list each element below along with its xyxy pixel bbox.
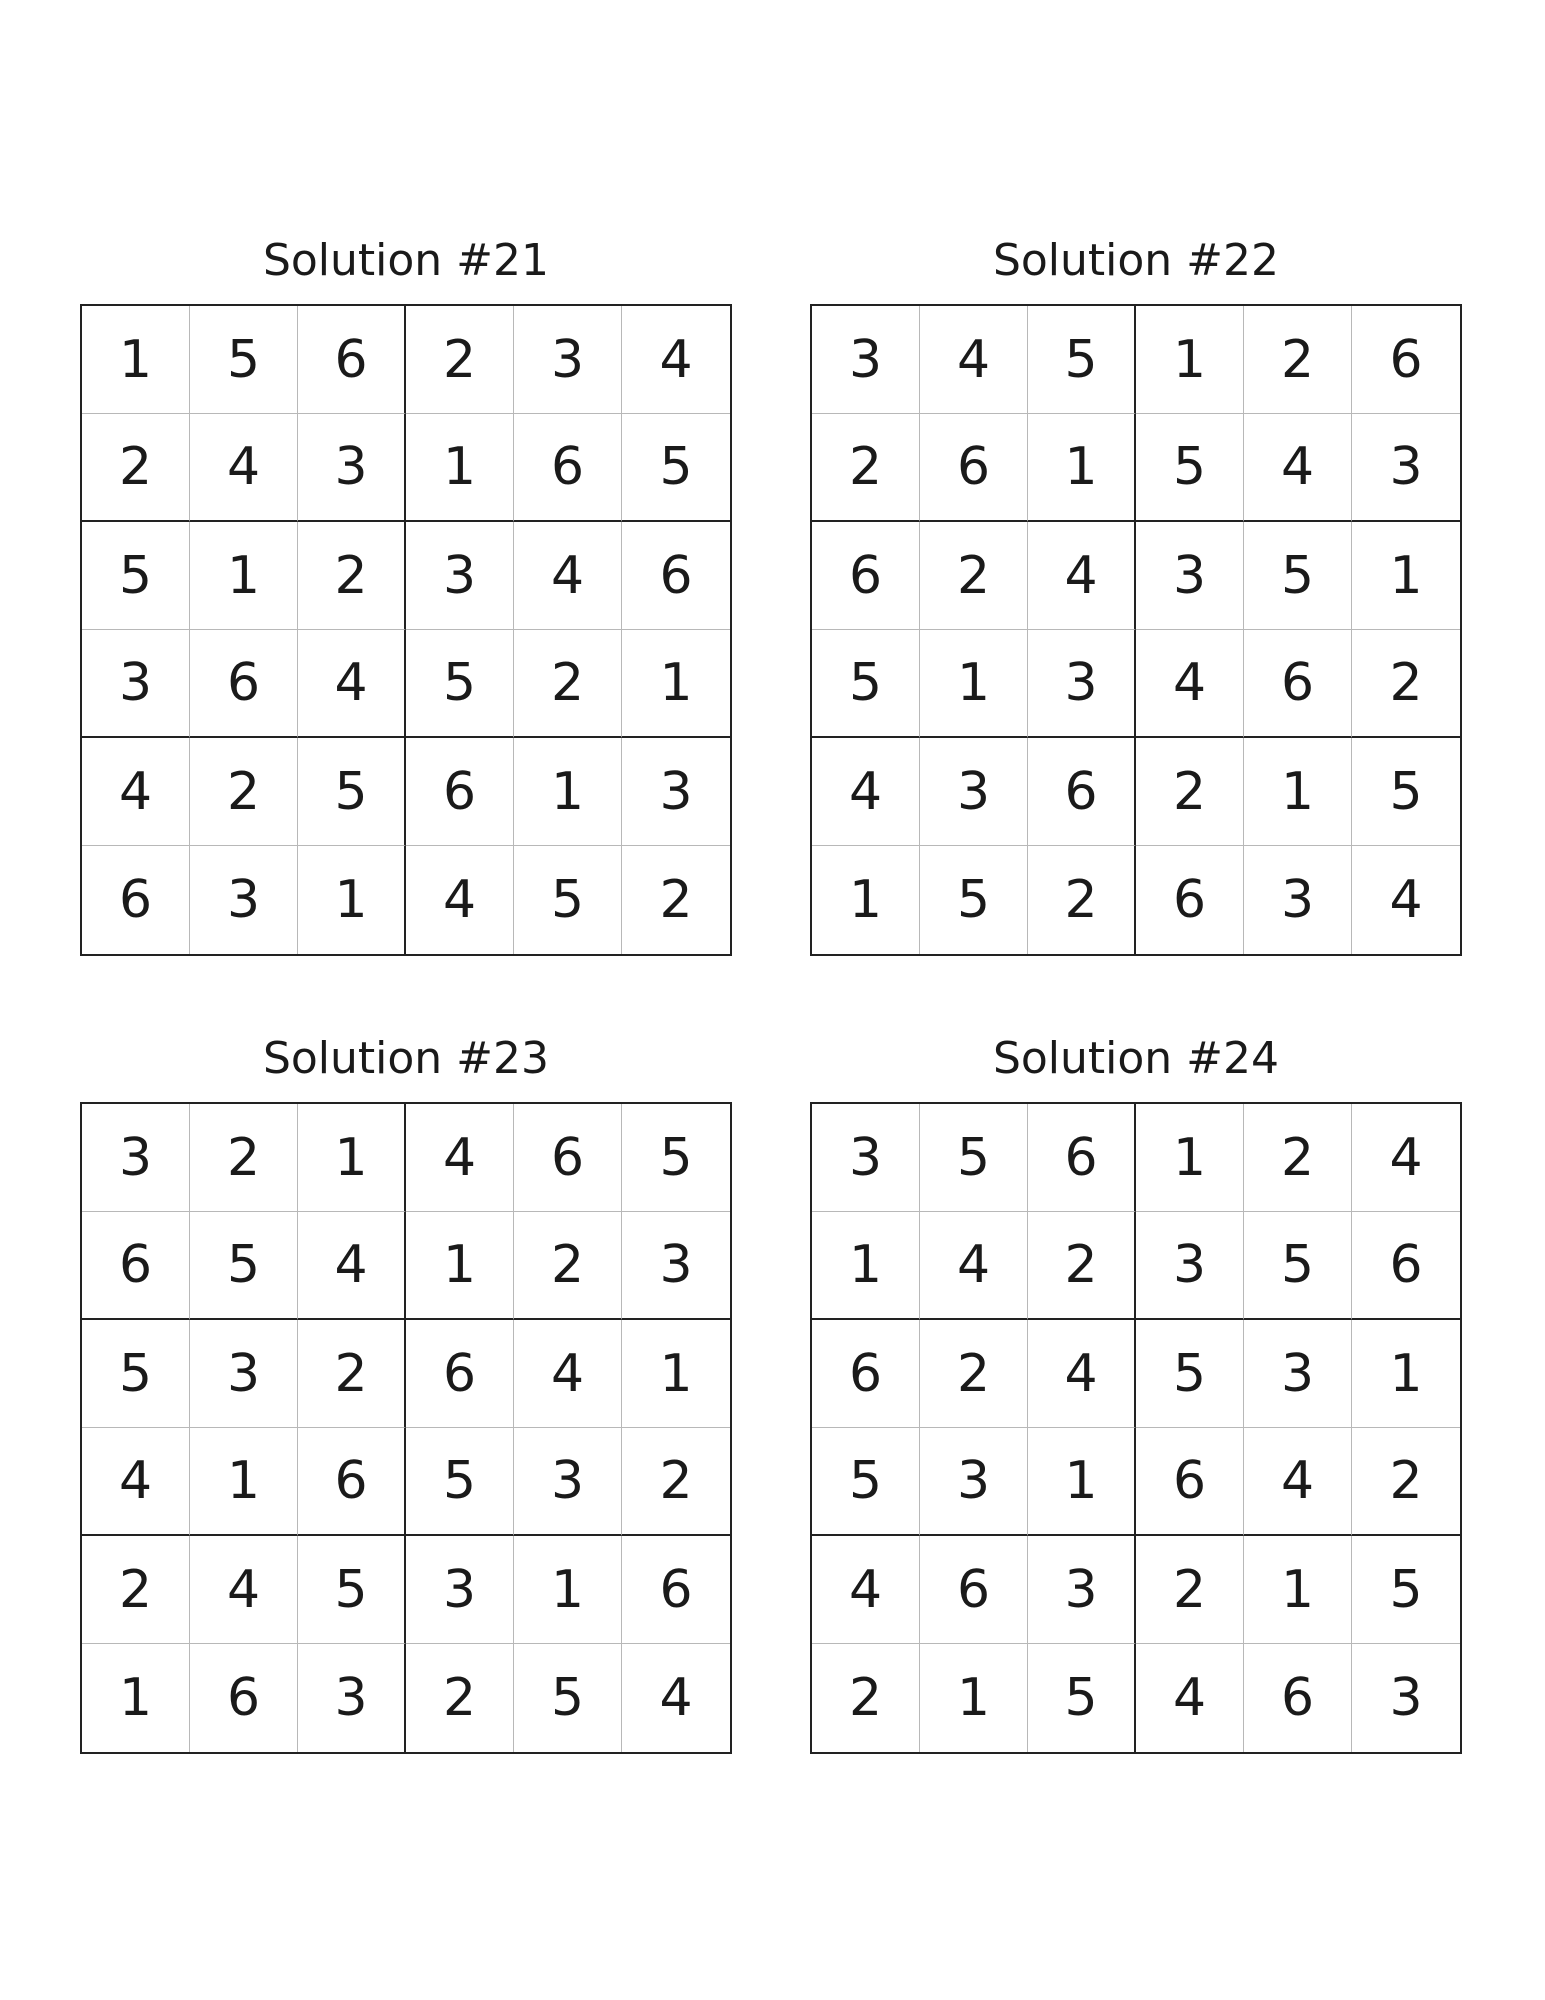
- grid-cell: 2: [298, 1320, 406, 1428]
- grid-cell: 6: [1352, 306, 1460, 414]
- grid-cell: 5: [1352, 738, 1460, 846]
- grid-cell: 2: [82, 1536, 190, 1644]
- sudoku-grid: [80, 1102, 732, 1754]
- grid-cell: 5: [190, 306, 298, 414]
- grid-cell: 4: [82, 738, 190, 846]
- grid-cell: 3: [920, 738, 1028, 846]
- grid-cell: 2: [190, 1104, 298, 1212]
- grid-cell: 2: [1244, 306, 1352, 414]
- grid-cell: 3: [812, 1104, 920, 1212]
- grid-cell: 3: [298, 1644, 406, 1752]
- sudoku-grid: [80, 304, 732, 956]
- grid-cell: 6: [298, 306, 406, 414]
- grid-cell: 5: [406, 630, 514, 738]
- grid-cell: 3: [1352, 414, 1460, 522]
- grid-cell: 4: [514, 522, 622, 630]
- grid-cell: 6: [406, 738, 514, 846]
- grid-cell: 3: [1136, 522, 1244, 630]
- grid-cell: 6: [190, 630, 298, 738]
- grid-cell: 1: [82, 306, 190, 414]
- grid-cell: 2: [1028, 846, 1136, 954]
- grid-cell: 6: [1352, 1212, 1460, 1320]
- grid-cell: 1: [514, 738, 622, 846]
- grid-cell: 6: [622, 522, 730, 630]
- grid-cell: 1: [298, 846, 406, 954]
- grid-cell: 4: [406, 846, 514, 954]
- grid-cell: 5: [514, 1644, 622, 1752]
- grid-cell: 6: [1244, 1644, 1352, 1752]
- grid-cell: 4: [514, 1320, 622, 1428]
- grid-cell: 6: [812, 1320, 920, 1428]
- grid-cell: 2: [1136, 738, 1244, 846]
- grid-cell: 6: [298, 1428, 406, 1536]
- grid-cell: 6: [1028, 738, 1136, 846]
- grid-cell: 3: [812, 306, 920, 414]
- grid-cell: 5: [1028, 1644, 1136, 1752]
- grid-cell: 5: [82, 522, 190, 630]
- grid-cell: 2: [659, 870, 693, 930]
- grid-cell: 2: [812, 414, 920, 522]
- grid-cell: 6: [920, 1536, 1028, 1644]
- puzzle-title: Solution #21: [262, 235, 550, 286]
- grid-cell: 3: [1028, 1536, 1136, 1644]
- sudoku-grid: [810, 1102, 1462, 1754]
- grid-cell: 1: [1244, 1536, 1352, 1644]
- grid-cell: 1: [622, 630, 730, 738]
- grid-cell: 4: [1136, 630, 1244, 738]
- grid-cell: 4: [1028, 522, 1136, 630]
- grid-cell: 1: [406, 1212, 514, 1320]
- grid-cell: 4: [920, 1212, 1028, 1320]
- grid-cell: 5: [622, 414, 730, 522]
- grid-cell: 6: [1136, 1428, 1244, 1536]
- grid-cell: 2: [82, 414, 190, 522]
- grid-cell: 3: [406, 522, 514, 630]
- grid-cell: 3: [190, 846, 298, 954]
- grid-cell: 1: [1244, 738, 1352, 846]
- grid-cell: 2: [514, 630, 622, 738]
- grid-cell: 4: [190, 1536, 298, 1644]
- puzzle-title: Solution #22: [992, 235, 1280, 286]
- grid-cell: 4: [1389, 870, 1423, 930]
- grid-cell: 1: [1028, 414, 1136, 522]
- grid-cell: 2: [1244, 1104, 1352, 1212]
- grid-cell: 3: [1244, 1320, 1352, 1428]
- grid-cell: 5: [1352, 1536, 1460, 1644]
- grid-cell: 2: [190, 738, 298, 846]
- grid-cell: 5: [1244, 1212, 1352, 1320]
- grid-cell: 1: [190, 522, 298, 630]
- grid-cell: 1: [920, 630, 1028, 738]
- grid-cell: 2: [1352, 630, 1460, 738]
- grid-cell: 4: [298, 630, 406, 738]
- grid-cell: 6: [190, 1644, 298, 1752]
- grid-cell: 5: [812, 630, 920, 738]
- grid-cell: 5: [622, 1104, 730, 1212]
- grid-cell: 6: [1136, 846, 1244, 954]
- grid-cell: 2: [406, 1644, 514, 1752]
- grid-cell: 4: [1136, 1644, 1244, 1752]
- grid-cell: 1: [1136, 306, 1244, 414]
- grid-cell: 1: [812, 846, 920, 954]
- grid-cell: 6: [920, 414, 1028, 522]
- grid-cell: 1: [298, 1104, 406, 1212]
- grid-cell: 4: [298, 1212, 406, 1320]
- grid-cell: 3: [406, 1536, 514, 1644]
- grid-cell: 4: [812, 1536, 920, 1644]
- grid-cell: 5: [812, 1428, 920, 1536]
- grid-cell: 6: [812, 522, 920, 630]
- grid-cell: 4: [190, 414, 298, 522]
- grid-cell: 2: [622, 1428, 730, 1536]
- grid-cell: 4: [622, 306, 730, 414]
- sudoku-grid: [810, 304, 1462, 956]
- grid-cell: 4: [659, 1668, 693, 1728]
- grid-cell: 5: [190, 1212, 298, 1320]
- grid-cell: 4: [1244, 1428, 1352, 1536]
- grid-cell: 3: [82, 630, 190, 738]
- grid-cell: 3: [622, 738, 730, 846]
- grid-cell: 6: [406, 1320, 514, 1428]
- grid-cell: 6: [622, 1536, 730, 1644]
- grid-cell: 3: [190, 1320, 298, 1428]
- grid-cell: 2: [406, 306, 514, 414]
- grid-cell: 4: [812, 738, 920, 846]
- grid-cell: 1: [406, 414, 514, 522]
- grid-cell: 1: [1352, 522, 1460, 630]
- grid-cell: 5: [298, 1536, 406, 1644]
- grid-cell: 5: [1136, 414, 1244, 522]
- grid-cell: 4: [1352, 1104, 1460, 1212]
- grid-cell: 4: [1028, 1320, 1136, 1428]
- grid-cell: 2: [812, 1644, 920, 1752]
- grid-cell: 1: [82, 1644, 190, 1752]
- grid-cell: 1: [1028, 1428, 1136, 1536]
- grid-cell: 1: [514, 1536, 622, 1644]
- grid-cell: 2: [298, 522, 406, 630]
- grid-cell: 2: [514, 1212, 622, 1320]
- grid-cell: 6: [1028, 1104, 1136, 1212]
- grid-cell: 6: [514, 1104, 622, 1212]
- grid-cell: 1: [190, 1428, 298, 1536]
- grid-cell: 1: [1352, 1320, 1460, 1428]
- grid-cell: 5: [920, 1104, 1028, 1212]
- grid-cell: 3: [514, 306, 622, 414]
- grid-cell: 4: [920, 306, 1028, 414]
- puzzle-title: Solution #23: [262, 1033, 550, 1084]
- grid-cell: 4: [1244, 414, 1352, 522]
- grid-cell: 6: [82, 846, 190, 954]
- grid-cell: 5: [1136, 1320, 1244, 1428]
- grid-cell: 5: [1028, 306, 1136, 414]
- grid-cell: 3: [1389, 1668, 1423, 1728]
- grid-cell: 4: [82, 1428, 190, 1536]
- grid-cell: 2: [1352, 1428, 1460, 1536]
- grid-cell: 1: [1136, 1104, 1244, 1212]
- grid-cell: 5: [298, 738, 406, 846]
- grid-cell: 5: [406, 1428, 514, 1536]
- grid-cell: 6: [82, 1212, 190, 1320]
- grid-cell: 2: [1028, 1212, 1136, 1320]
- grid-cell: 3: [622, 1212, 730, 1320]
- puzzle-title: Solution #24: [992, 1033, 1280, 1084]
- grid-cell: 3: [82, 1104, 190, 1212]
- grid-cell: 6: [1244, 630, 1352, 738]
- grid-cell: 5: [514, 846, 622, 954]
- grid-cell: 2: [1136, 1536, 1244, 1644]
- grid-cell: 6: [514, 414, 622, 522]
- grid-cell: 4: [406, 1104, 514, 1212]
- grid-cell: 2: [920, 1320, 1028, 1428]
- grid-cell: 1: [920, 1644, 1028, 1752]
- grid-cell: 3: [514, 1428, 622, 1536]
- grid-cell: 5: [82, 1320, 190, 1428]
- grid-cell: 1: [622, 1320, 730, 1428]
- grid-cell: 3: [920, 1428, 1028, 1536]
- grid-cell: 3: [1244, 846, 1352, 954]
- grid-cell: 3: [298, 414, 406, 522]
- grid-cell: 5: [920, 846, 1028, 954]
- grid-cell: 3: [1028, 630, 1136, 738]
- grid-cell: 3: [1136, 1212, 1244, 1320]
- grid-cell: 5: [1244, 522, 1352, 630]
- grid-cell: 2: [920, 522, 1028, 630]
- grid-cell: 1: [812, 1212, 920, 1320]
